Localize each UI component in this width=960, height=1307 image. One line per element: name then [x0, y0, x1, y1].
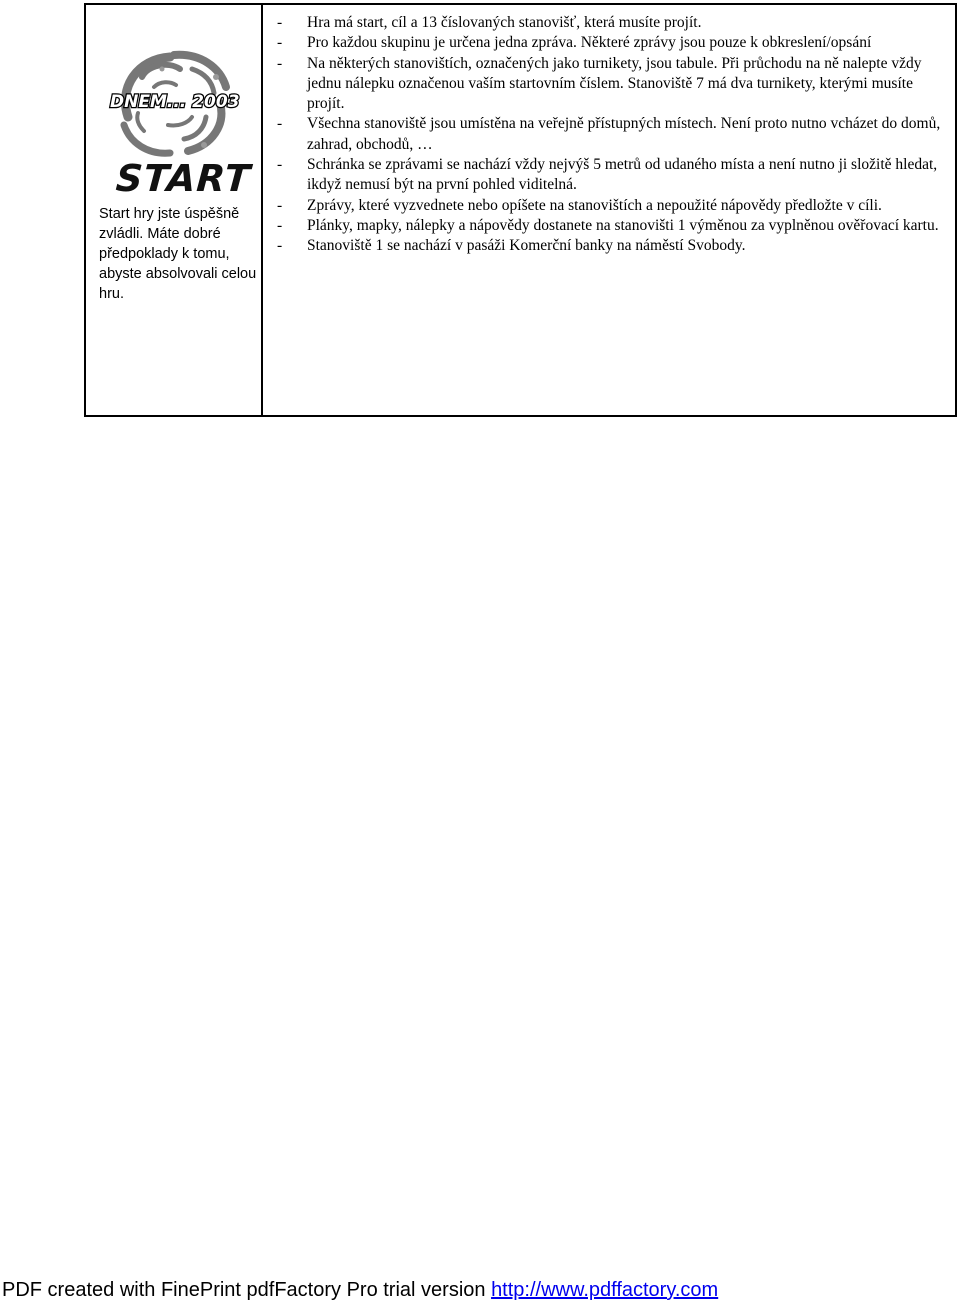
pdf-footer: [2, 1279, 718, 1302]
rules-cell: [263, 5, 955, 415]
content-table: [84, 3, 957, 417]
rule-text: Na některých stanovištích, označených jako turnikety, jsou tabule. Při průchodu na ně nalepte vždy jednu nálepku označenou vaším startovním číslem. Stanoviště 7 má dva turnikety, kterými musíte projít.: [307, 54, 922, 113]
dash-bullet: -: [277, 14, 283, 31]
footer-text: PDF created with FinePrint pdfFactory Pro trial version: [2, 1279, 492, 1301]
rule-text: Zprávy, které vyzvednete nebo opíšete na stanovištích a nepoužité nápovědy předložte v cíli.: [307, 196, 882, 214]
dash-bullet: -: [277, 156, 283, 174]
rule-text: Všechna stanoviště jsou umístěna na veřejně přístupných místech. Není proto nutno vcházet do domů, zahrad, obchodů, …: [307, 115, 941, 153]
logo-text: DNEM... 2003: [110, 92, 240, 112]
rule-text: Stanoviště 1 se nachází v pasáži Komerční banky na náměstí Svobody.: [307, 237, 746, 255]
dash-bullet: -: [277, 196, 283, 214]
rule-item: [263, 54, 945, 115]
rule-item: [263, 33, 945, 53]
dash-bullet: -: [277, 54, 283, 72]
start-title: START: [114, 157, 253, 200]
footer-link[interactable]: http://www.pdffactory.com: [491, 1279, 719, 1301]
rule-item: [263, 216, 945, 236]
rule-item: [263, 236, 945, 256]
rule-item: [263, 196, 945, 216]
rule-text: Hra má start, cíl a 13 číslovaných stanovišť, která musíte projít.: [307, 14, 702, 31]
rule-text: Pro každou skupinu je určena jedna zpráva. Některé zprávy jsou pouze k obkreslení/opsání: [307, 34, 872, 52]
dash-bullet: -: [277, 237, 283, 255]
rules-list: [263, 13, 945, 257]
rule-text: Schránka se zprávami se nachází vždy nejvýš 5 metrů od udaného místa a není nutno ji složitě hledat, ikdyž nemusí být na první pohled viditelná.: [307, 156, 938, 194]
sidebar-text: Start hry jste úspěšně zvládli. Máte dobré předpoklady k tomu, abyste absolvovali celou hru.: [99, 206, 257, 302]
rule-item: [263, 114, 945, 155]
rule-item: [263, 155, 945, 196]
rule-text: Plánky, mapky, nálepky a nápovědy dostanete na stanovišti 1 výměnou za vyplněnou ověřovací kartu.: [307, 216, 939, 234]
sidebar-cell: [86, 5, 263, 415]
dash-bullet: -: [277, 34, 283, 52]
dash-bullet: -: [277, 216, 283, 234]
dash-bullet: -: [277, 115, 283, 133]
rule-item: [263, 13, 945, 33]
